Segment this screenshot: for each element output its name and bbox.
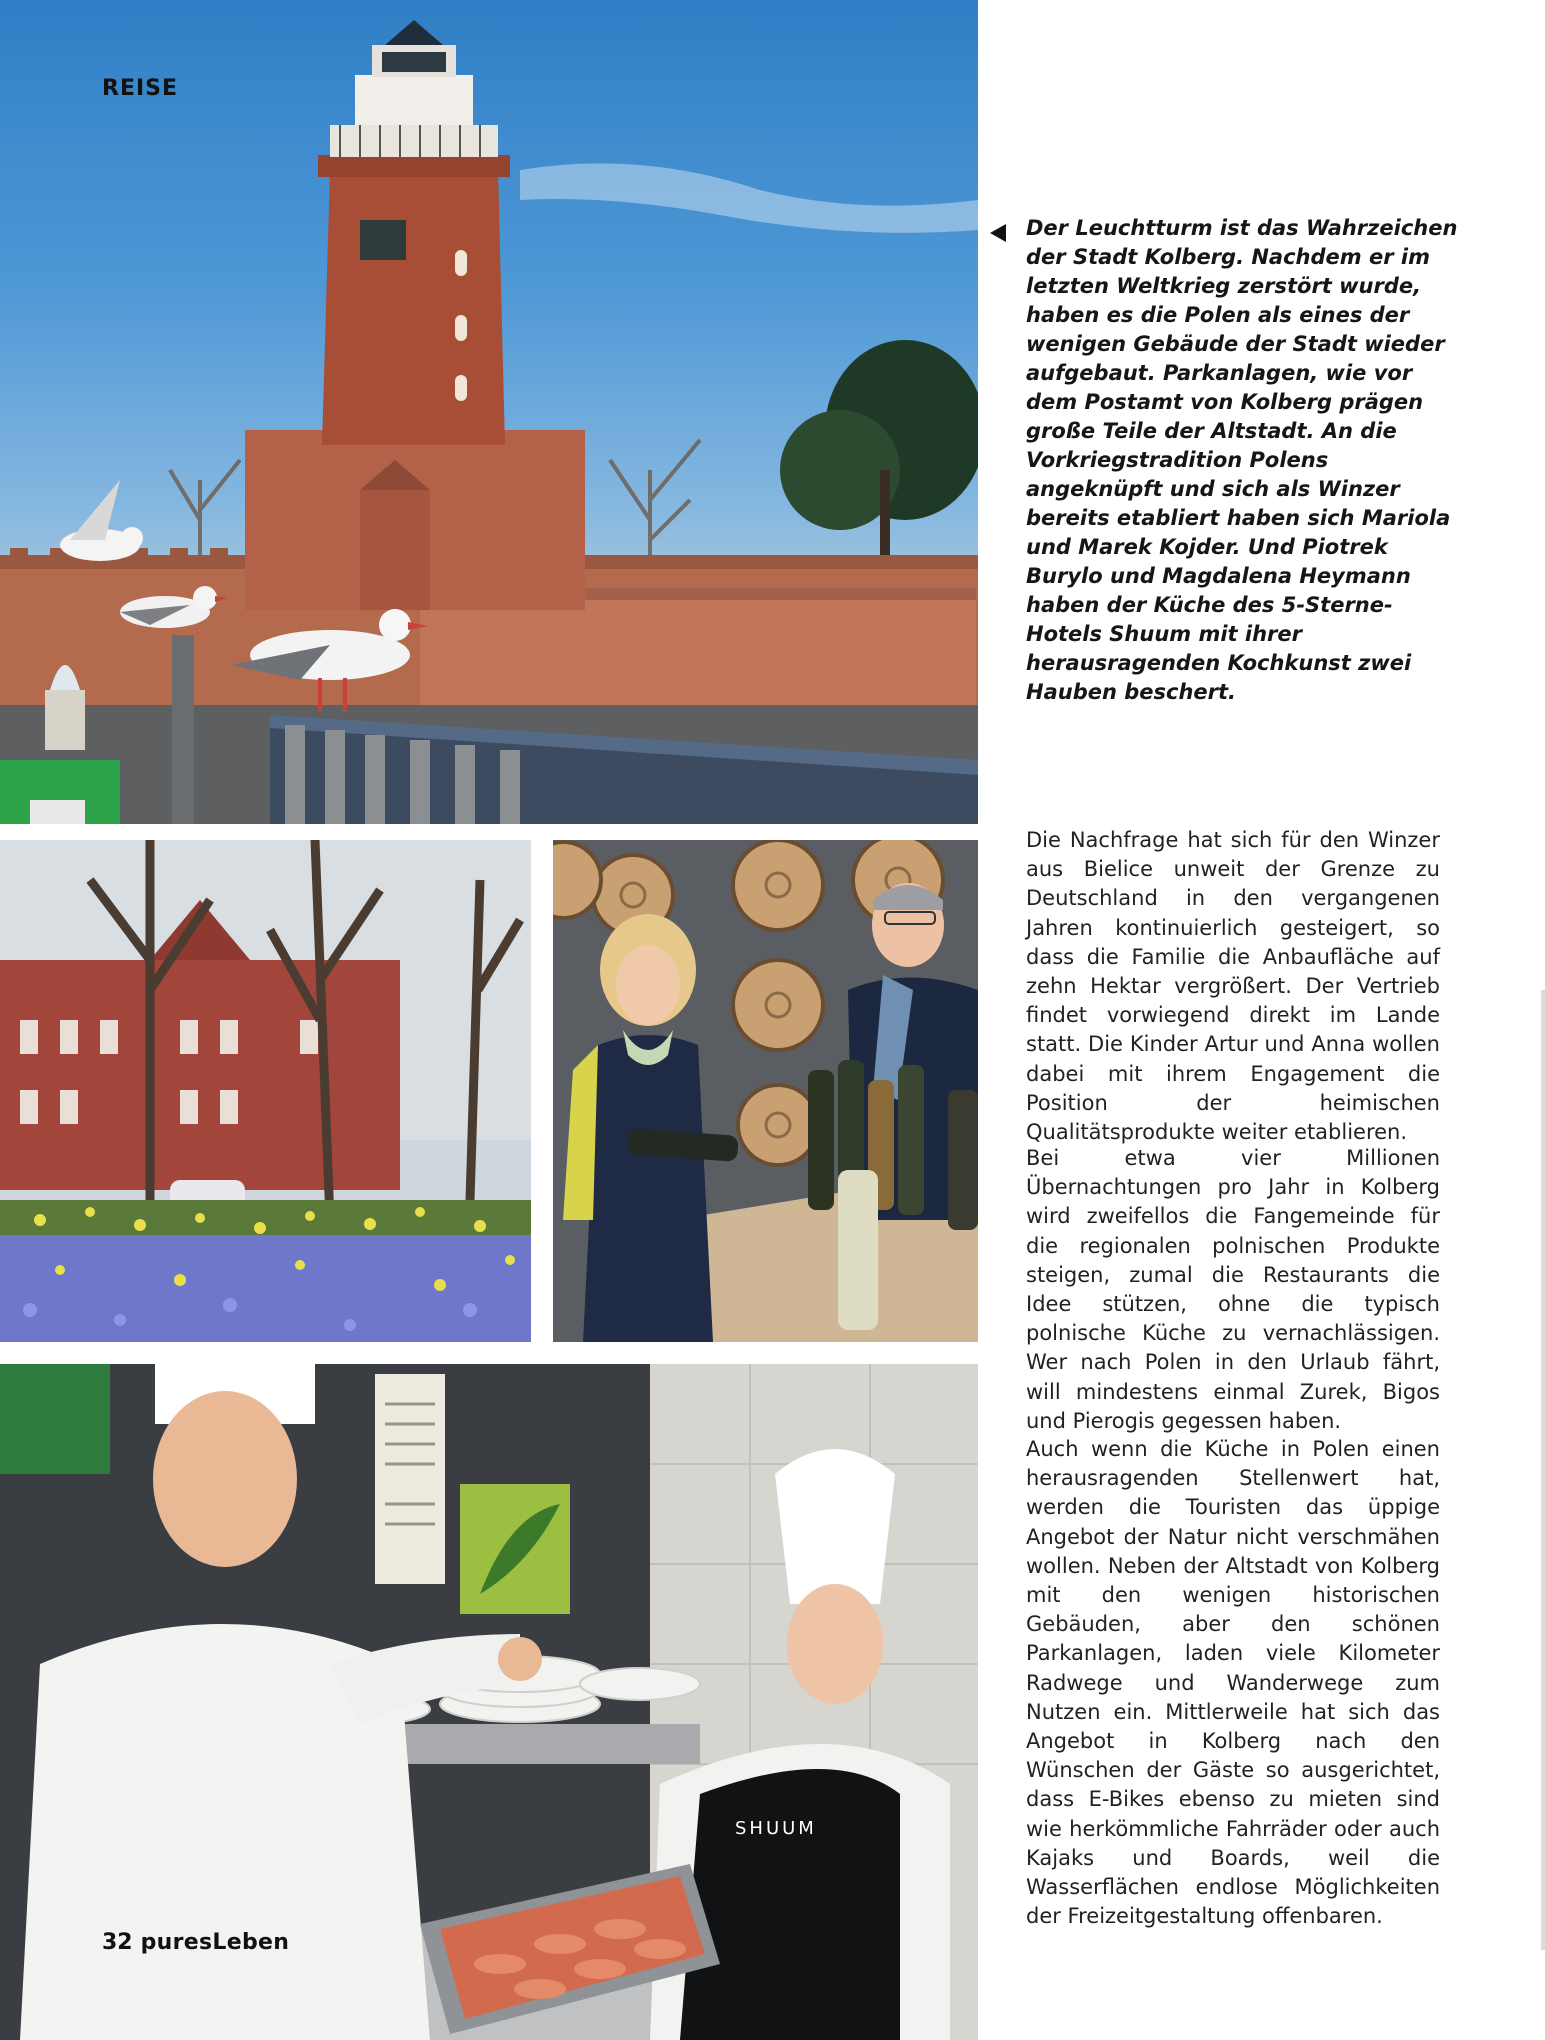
page-edge-rule xyxy=(1541,990,1545,1950)
seagull-1 xyxy=(60,480,143,561)
caption-pointer-icon xyxy=(990,224,1006,242)
article-paragraph-3: Auch wenn die Küche in Polen einen herausragenden Stellenwert hat, werden die Touristen das üppige Angebot der Natur nicht verschmähen wollen. Neben der Altstadt von Kolberg mit den wenigen historischen Gebäuden, aber den schönen Parkanlagen, laden viele Kilometer Radwege und Wanderwege zum Nutzen ein. Mittlerweile hat sich das Angebot in Kolberg nach den Wünschen der Gäste so ausgerichtet, dass E-Bikes ebenso zu mieten sind wie herkömmliche Fahrräder oder auch Kajaks und Boards, weil die Wasserflächen endlose Möglichkeiten der Freizeitgestaltung offenbaren. xyxy=(1026,1437,1440,1929)
photo-caption: Der Leuchtturm ist das Wahrzeichen der Stadt Kolberg. Nachdem er im letzten Weltkrieg zerstört wurde, haben es die Polen als eines der wenigen Gebäude der Stadt wieder aufgebaut. Parkanlagen, wie vor dem Postamt von Kolberg prägen große Teile der Altstadt. An die Vorkriegstradition Polens angeknüpft und sich als Winzer bereits etabliert haben sich Mariola und Marek Kojder. Und Piotrek Burylo und Magdalena Heymann haben der Küche des 5-Sterne-Hotels Shuum mit ihrer herausragenden Kochkunst zwei Hauben beschert. xyxy=(1026,216,1458,704)
lighthouse-photo xyxy=(0,0,978,824)
article-paragraph-2: Bei etwa vier Millionen Übernachtungen pro Jahr in Kolberg wird zweifellos die Fangemeinde für die regionalen polnischen Produkte steigen, zumal die Restaurants die Idee stützen, ohne die typisch polnische Küche zu vernachlässigen. Wer nach Polen in den Urlaub fährt, will mindestens einmal Zurek, Bigos und Pierogis gegessen haben. xyxy=(1026,1146,1440,1433)
apron-logo: SHUUM xyxy=(735,1818,817,1839)
article-paragraph-1: Die Nachfrage hat sich für den Winzer aus Bielice unweit der Grenze zu Deutschland in den vergangenen Jahren kontinuierlich gesteigert, so dass die Familie die Anbaufläche auf zehn Hektar vergrößert. Der Vertrieb findet vorwiegend direkt im Lande statt. Die Kinder Artur und Anna wollen dabei mit ihrem Engagement die Position der heimischen Qualitätsprodukte weiter etablieren. xyxy=(1026,828,1440,1145)
section-label: REISE xyxy=(102,76,179,101)
lighthouse-illustration xyxy=(0,0,978,824)
magazine-name: puresLeben xyxy=(140,1930,290,1955)
winery-illustration xyxy=(553,840,978,1342)
winery-photo xyxy=(553,840,978,1342)
page-number: 32 xyxy=(102,1930,133,1955)
park-illustration xyxy=(0,840,531,1342)
page-footer xyxy=(102,1930,289,1955)
park-photo xyxy=(0,840,531,1342)
